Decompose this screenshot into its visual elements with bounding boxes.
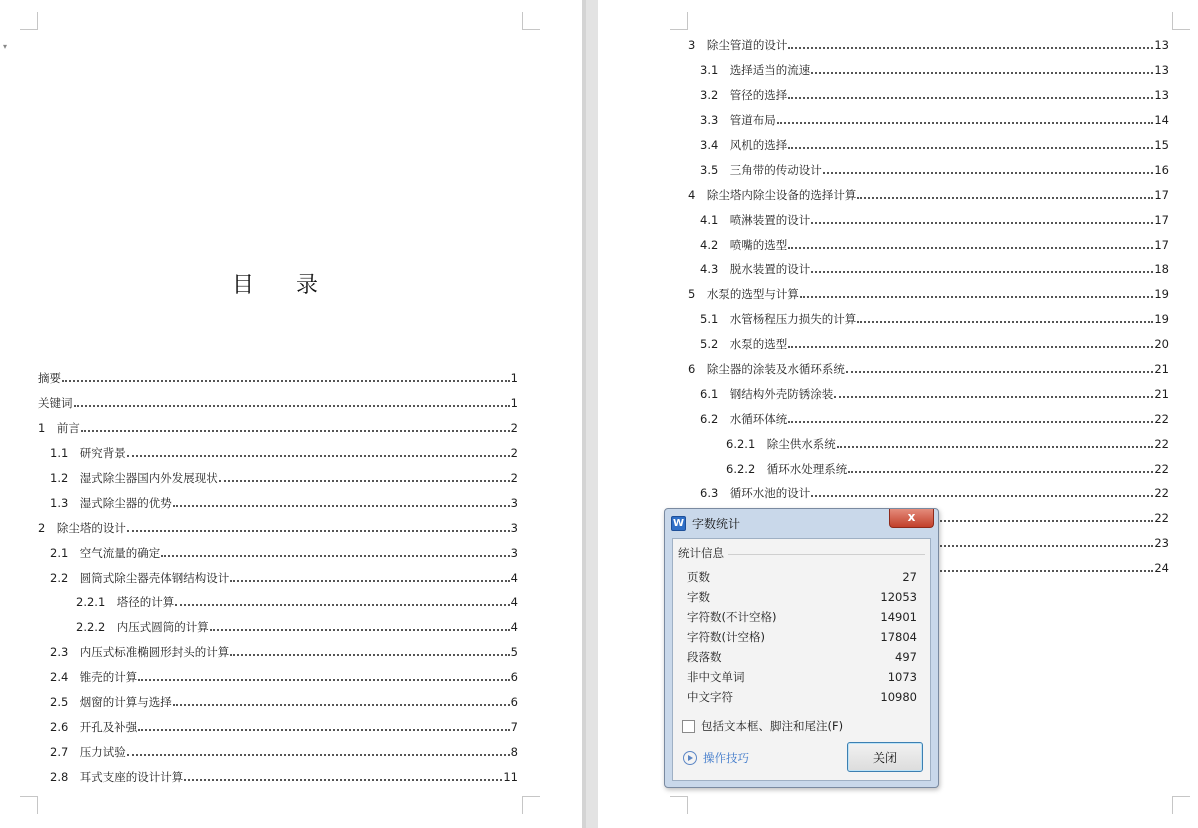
toc-entry-label: 2.3 内压式标准椭圆形封头的计算 [50,645,230,660]
toc-entry-page-number: 21 [1154,386,1169,401]
stat-label: 字符数(不计空格) [687,610,777,624]
toc-dot-leader [210,629,510,631]
toc-dot-leader [230,580,509,582]
toc-entry[interactable] [688,232,1169,257]
play-circle-icon [683,751,697,765]
toc-entry-page-number: 20 [1154,337,1169,352]
crop-mark [1172,12,1190,30]
toc-entry-label: 6 除尘器的涂装及水循环系统 [688,362,845,377]
toc-entry[interactable] [38,714,518,739]
toc-entry[interactable] [688,108,1169,133]
toc-dot-leader [161,555,509,557]
toc-entry-label: 1.3 湿式除尘器的优势 [50,495,172,510]
stat-row [687,567,917,587]
collapse-marker-icon: ▾ [3,42,8,51]
toc-entry-label: 2.7 压力试验 [50,744,126,759]
toc-dot-leader [230,654,509,656]
toc-entry-page-number: 22 [1154,461,1169,476]
stat-label: 中文字符 [687,690,733,704]
toc-entry-label: 2.8 耳式支座的设计计算 [50,769,184,784]
toc-entry[interactable] [38,540,518,565]
toc-entry[interactable] [38,490,518,515]
toc-entry[interactable] [38,441,518,466]
toc-dot-leader [62,380,510,382]
toc-entry-label: 1.1 研究背景 [50,446,126,461]
toc-title [232,268,318,299]
stat-value: 14901 [880,610,917,624]
toc-entry[interactable] [688,381,1169,406]
toc-dot-leader [175,604,509,606]
toc-entry-page-number: 7 [510,719,518,734]
toc-entry-label: 2.2 圆筒式除尘器壳体钢结构设计 [50,570,230,585]
crop-mark [670,796,688,814]
toc-entry[interactable] [38,615,518,640]
toc-entry[interactable] [38,391,518,416]
dialog-titlebar[interactable] [665,509,938,537]
toc-entry-page-number: 2 [510,421,518,436]
word-count-dialog [664,508,939,788]
toc-entry-label: 关键词 [38,396,73,411]
toc-entry-page-number: 3 [510,520,518,535]
toc-dot-leader [846,371,1154,373]
toc-entry-label: 3.3 管道布局 [700,113,776,128]
toc-entry[interactable] [688,182,1169,207]
toc-dot-leader [834,396,1153,398]
toc-entry[interactable] [38,366,518,391]
toc-entry-page-number: 15 [1154,138,1169,152]
toc-entry-label: 2.2.1 塔径的计算 [76,595,175,610]
toc-dot-leader [811,271,1153,273]
toc-entry-page-number: 13 [1154,38,1169,53]
toc-dot-leader [788,147,1153,149]
page-gutter [582,0,598,828]
stat-label: 段落数 [687,650,722,664]
crop-mark [522,12,540,30]
toc-entry-label: 2.1 空气流量的确定 [50,545,161,560]
stat-label: 页数 [687,570,710,584]
stat-value: 10980 [880,690,917,704]
toc-entry-label: 5.1 水管杨程压力损失的计算 [700,312,857,327]
stats-group-label: 统计信息 [678,546,724,560]
wps-writer-icon: W [672,517,685,529]
toc-dot-leader [788,47,1153,49]
toc-entry-page-number: 17 [1154,237,1169,252]
stat-row [687,587,917,607]
toc-entry-label: 3.2 管径的选择 [700,88,788,103]
toc-entry[interactable] [38,466,518,491]
include-textbox-footnote-label: 包括文本框、脚注和尾注(F) [701,719,844,733]
stat-row [687,607,917,627]
toc-dot-leader [127,754,510,756]
toc-entry-page-number: 14 [1154,113,1169,128]
stat-label: 非中文单词 [687,670,745,684]
toc-dot-leader [811,72,1153,74]
toc-dot-leader [837,446,1154,448]
toc-entry-page-number: 1 [510,396,518,411]
toc-entry-page-number: 19 [1154,312,1169,327]
toc-entry[interactable] [38,416,518,441]
toc-entry[interactable] [688,431,1169,456]
toc-entry-page-number: 16 [1154,162,1169,177]
toc-dot-leader [127,530,510,532]
crop-mark [670,12,688,30]
toc-dot-leader [81,430,510,432]
toc-entry-label: 2.2.2 内压式圆筒的计算 [76,620,209,635]
toc-entry-label: 1 前言 [38,421,80,436]
stats-table [687,567,917,707]
toc-dot-leader [173,505,510,507]
toc-entry-label: 3 除尘管道的设计 [688,38,788,53]
toc-entry-page-number: 6 [510,670,518,685]
toc-entry[interactable] [38,515,518,540]
toc-entry[interactable] [688,83,1169,108]
toc-dot-leader [811,495,1153,497]
toc-entry-label: 4.3 脱水装置的设计 [700,262,811,277]
toc-dot-leader [857,197,1153,199]
toc-entry-page-number: 17 [1154,212,1169,227]
toc-entry-page-number: 2 [510,471,518,485]
toc-entry-page-number: 3 [510,545,518,560]
toc-entry-page-number: 22 [1154,511,1169,526]
toc-entry[interactable] [38,590,518,615]
toc-entry-page-number: 4 [510,570,518,585]
stat-value: 1073 [887,670,917,684]
toc-entry-label: 5 水泵的选型与计算 [688,287,799,302]
operation-tips-label: 操作技巧 [703,751,749,765]
toc-entry-page-number: 22 [1154,411,1169,426]
toc-entry-page-number: 3 [510,495,518,510]
stats-group-header [678,545,925,561]
stat-value: 17804 [880,630,917,644]
toc-entry-page-number: 2 [510,446,518,461]
toc-entry[interactable] [688,456,1169,481]
toc-entry[interactable] [38,640,518,665]
toc-entry[interactable] [688,481,1169,506]
toc-entry[interactable] [688,33,1169,58]
toc-entry-page-number: 22 [1154,436,1169,451]
toc-dot-leader [138,729,509,731]
stat-row [687,647,917,667]
stat-row [687,687,917,707]
toc-entry-label: 6.3 循环水池的设计 [700,486,811,501]
toc-entry[interactable] [688,58,1169,83]
stat-row [687,627,917,647]
toc-entry-page-number: 1 [510,371,518,386]
crop-mark [522,796,540,814]
toc-dot-leader [848,471,1153,473]
toc-entry[interactable] [688,207,1169,232]
toc-dot-leader [857,321,1153,323]
toc-entry-label: 6.2.1 除尘供水系统 [726,436,836,451]
toc-entry[interactable] [688,133,1169,158]
dialog-body [672,538,931,781]
toc-entry-label: 2 除尘塔的设计 [38,520,126,535]
toc-entry-label: 3.4 风机的选择 [700,138,788,152]
stat-label: 字数 [687,590,710,604]
toc-entry[interactable] [38,739,518,764]
crop-mark [20,796,38,814]
toc-entry-label: 2.6 开孔及补强 [50,719,138,734]
toc-dot-leader [219,480,510,482]
include-textbox-footnote-option[interactable] [682,718,843,734]
toc-dot-leader [777,122,1154,124]
toc-entry-label: 3.5 三角带的传动设计 [700,162,822,177]
toc-entry[interactable] [688,157,1169,182]
crop-mark [20,12,38,30]
toc-entry-label: 摘要 [38,371,61,386]
document-page-left [0,0,582,828]
stat-value: 497 [895,650,917,664]
toc-entry-page-number: 19 [1154,287,1169,302]
toc-entry-label: 4 除尘塔内除尘设备的选择计算 [688,187,857,202]
toc-entry-label: 2.4 锥壳的计算 [50,670,138,685]
toc-list-right [688,33,1169,581]
toc-dot-leader [138,679,509,681]
toc-entry[interactable] [38,764,518,789]
toc-entry-page-number: 4 [510,595,518,610]
toc-entry-label: 1.2 湿式除尘器国内外发展现状 [50,471,218,485]
dialog-close-icon[interactable]: x [889,509,934,528]
stat-value: 12053 [880,590,917,604]
toc-entry[interactable] [38,565,518,590]
toc-entry-page-number: 21 [1154,362,1169,377]
toc-entry-page-number: 24 [1154,561,1169,576]
close-button[interactable]: 关闭 [847,742,923,772]
toc-entry[interactable] [38,665,518,690]
toc-entry-page-number: 13 [1154,88,1169,103]
toc-entry-page-number: 18 [1154,262,1169,277]
toc-entry[interactable] [688,282,1169,307]
toc-entry-label: 4.2 喷嘴的选型 [700,237,788,252]
toc-entry-page-number: 6 [510,695,518,710]
toc-dot-leader [788,421,1153,423]
toc-entry-label: 6.2.2 循环水处理系统 [726,461,848,476]
toc-entry-label: 6.2 水循环体统 [700,411,788,426]
toc-entry-page-number: 17 [1154,187,1169,202]
toc-list-left [38,366,518,789]
toc-title-char: 目 [232,273,255,298]
toc-entry[interactable] [688,332,1169,357]
toc-dot-leader [800,296,1154,298]
toc-entry-label: 2.5 烟窗的计算与选择 [50,695,172,710]
stat-row [687,667,917,687]
toc-dot-leader [74,405,510,407]
toc-entry[interactable] [688,357,1169,382]
toc-dot-leader [788,346,1153,348]
toc-dot-leader [173,704,510,706]
toc-entry-page-number: 23 [1154,536,1169,551]
toc-entry-label: 3.1 选择适当的流速 [700,63,811,78]
toc-dot-leader [823,172,1154,174]
toc-entry[interactable] [38,690,518,715]
dialog-title: 字数统计 [692,516,741,531]
toc-entry-page-number: 4 [510,620,518,635]
toc-title-char: 录 [296,273,319,298]
toc-entry-page-number: 13 [1154,63,1169,78]
stat-label: 字符数(计空格) [687,630,765,644]
toc-entry-page-number: 5 [510,645,518,660]
operation-tips-link[interactable] [683,750,749,766]
toc-entry-label: 4.1 喷淋装置的设计 [700,212,811,227]
toc-dot-leader [811,222,1153,224]
toc-entry-label: 5.2 水泵的选型 [700,337,788,352]
stat-value: 27 [902,570,917,584]
toc-entry-label: 6.1 钢结构外壳防锈涂装 [700,386,834,401]
crop-mark [1172,796,1190,814]
include-textbox-footnote-checkbox[interactable] [682,720,695,733]
toc-dot-leader [184,779,502,781]
toc-entry[interactable] [688,307,1169,332]
toc-entry[interactable] [688,257,1169,282]
toc-entry-page-number: 8 [510,744,518,759]
toc-dot-leader [788,247,1153,249]
toc-entry-page-number: 22 [1154,486,1169,501]
toc-dot-leader [127,455,510,457]
toc-entry[interactable] [688,406,1169,431]
toc-entry-page-number: 11 [503,769,518,784]
toc-dot-leader [788,97,1153,99]
